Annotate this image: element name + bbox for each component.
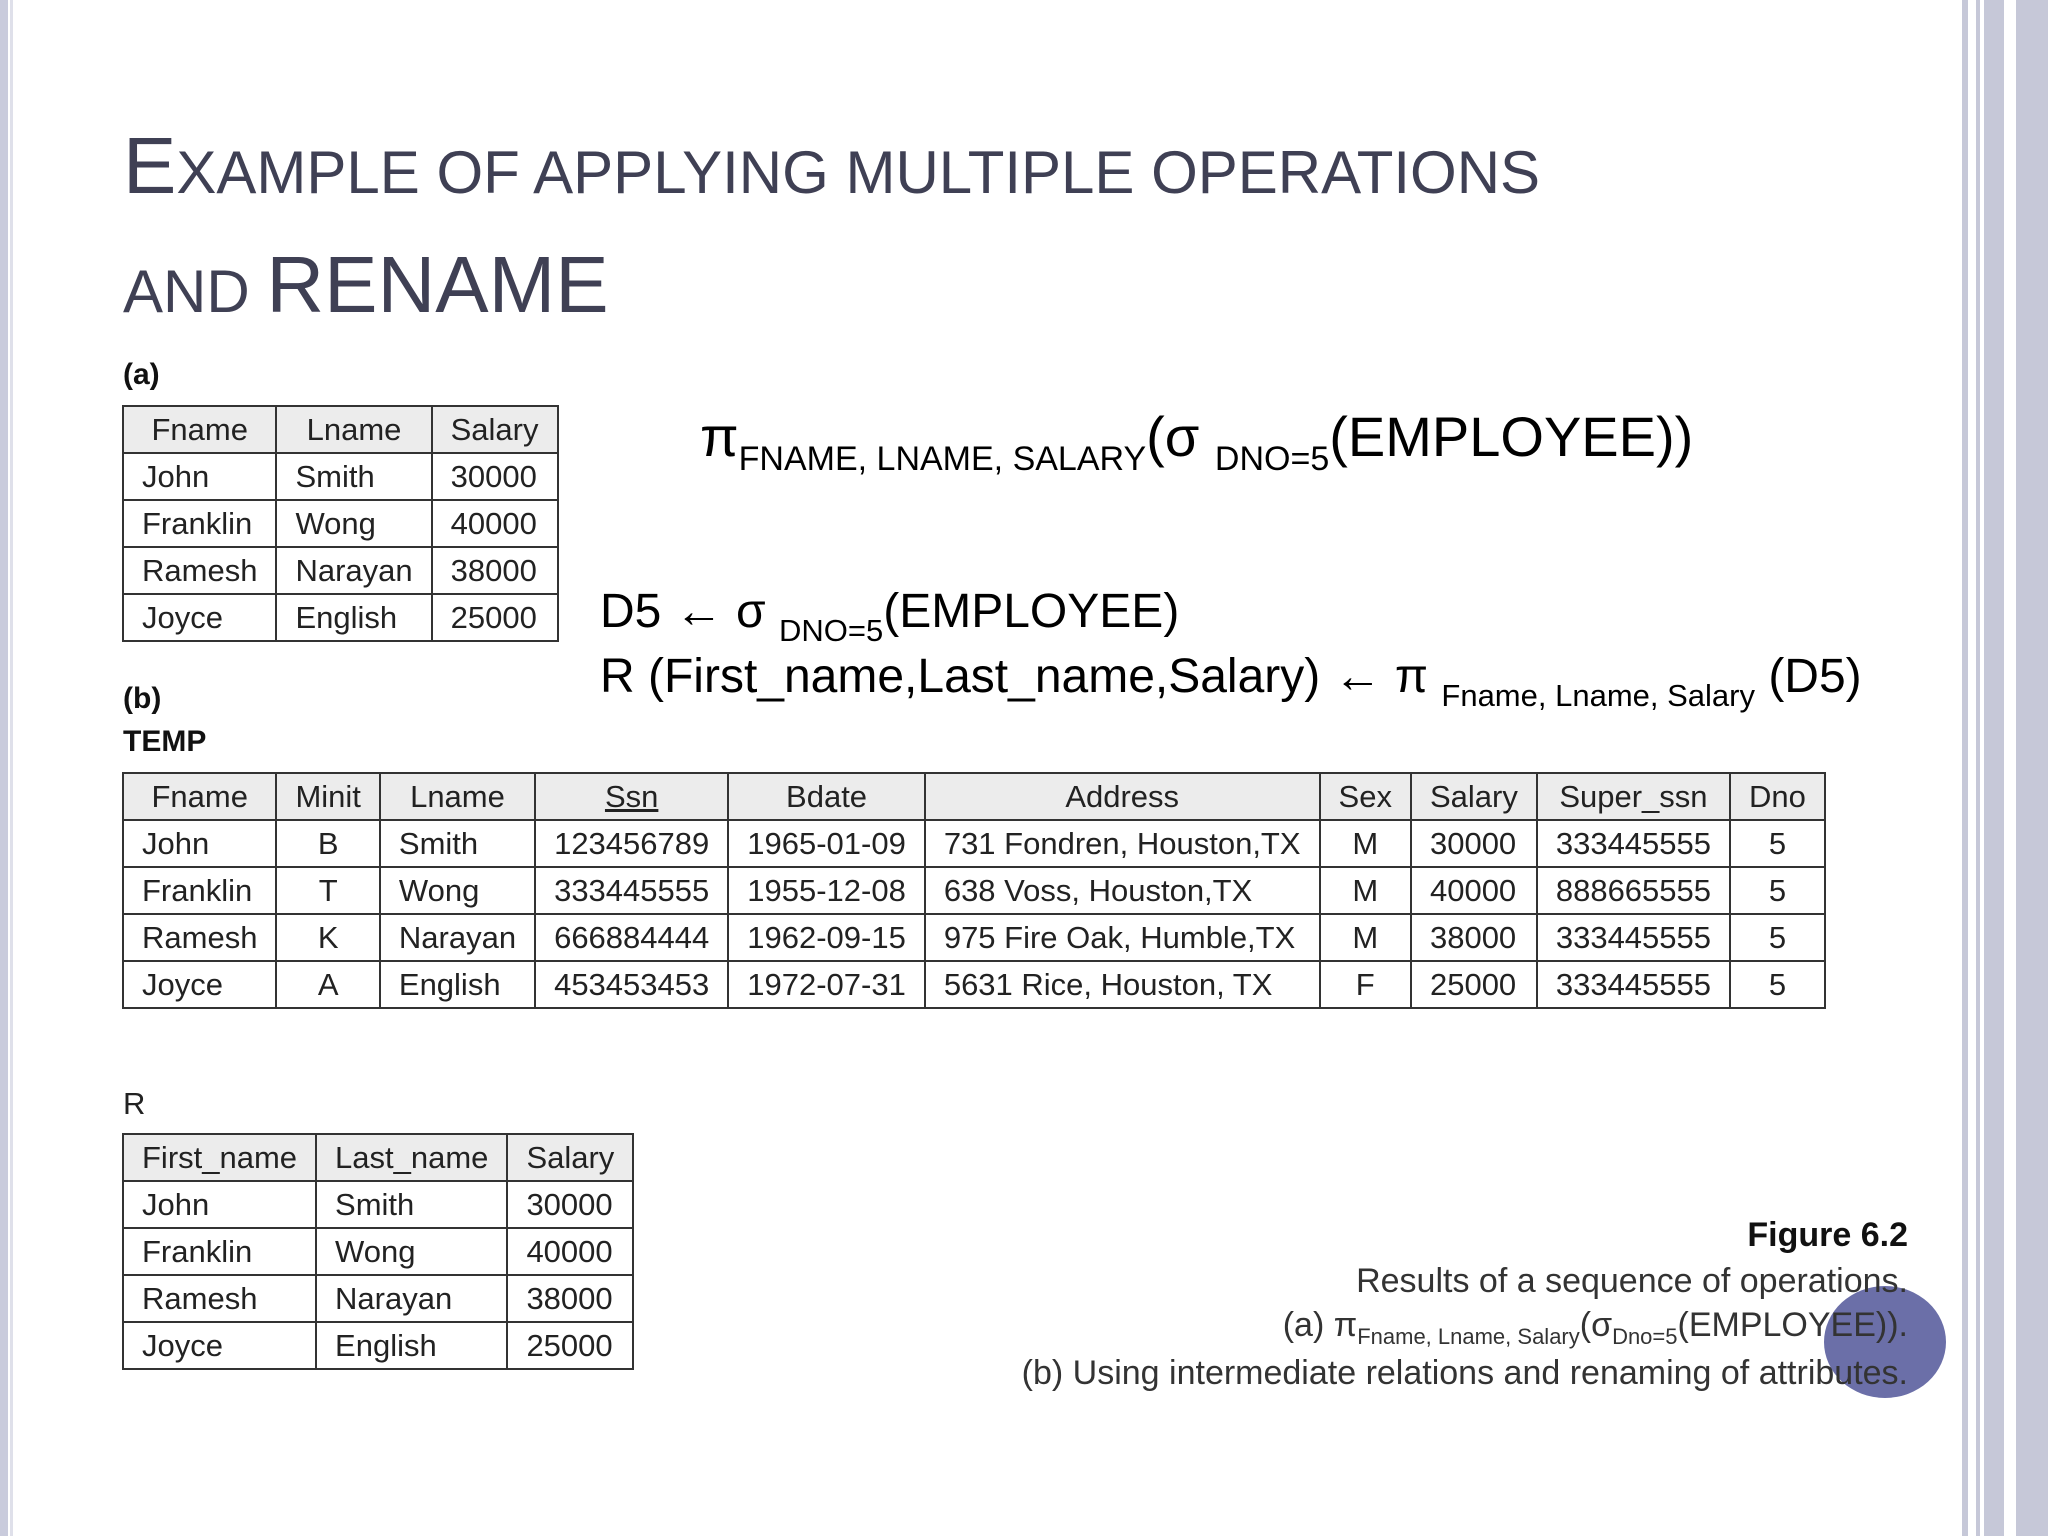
table-cell: Franklin bbox=[123, 867, 276, 914]
table-cell: 333445555 bbox=[1537, 961, 1730, 1008]
slide-frame-bar bbox=[1984, 0, 2004, 1536]
table-row bbox=[123, 594, 558, 641]
table-cell: Joyce bbox=[123, 594, 276, 641]
table-header-row bbox=[123, 406, 558, 453]
r-assign: R (First_name,Last_name,Salary) ← π bbox=[600, 650, 1442, 703]
table-cell: 30000 bbox=[432, 453, 558, 500]
caption-sigma-subscript: Dno=5 bbox=[1612, 1324, 1678, 1349]
table-cell: 453453453 bbox=[535, 961, 728, 1008]
table-cell: 888665555 bbox=[1537, 867, 1730, 914]
column-header: Minit bbox=[276, 773, 379, 820]
table-row bbox=[123, 547, 558, 594]
formula-line-r bbox=[600, 647, 1862, 712]
table-cell: 333445555 bbox=[535, 867, 728, 914]
column-header: Address bbox=[925, 773, 1320, 820]
table-cell: M bbox=[1320, 820, 1411, 867]
table-cell: 40000 bbox=[432, 500, 558, 547]
column-header: Lname bbox=[380, 773, 535, 820]
table-cell: Narayan bbox=[380, 914, 535, 961]
slide-frame-bar bbox=[2016, 0, 2048, 1536]
table-row bbox=[123, 867, 1825, 914]
part-b-label: (b) bbox=[123, 682, 162, 715]
part-a-label: (a) bbox=[123, 358, 160, 391]
table-cell: Wong bbox=[276, 500, 431, 547]
table-cell: John bbox=[123, 1181, 316, 1228]
table-cell: 1955-12-08 bbox=[728, 867, 925, 914]
table-cell: John bbox=[123, 820, 276, 867]
table-cell: 38000 bbox=[432, 547, 558, 594]
table-cell: English bbox=[316, 1322, 507, 1369]
caption-line-1: Results of a sequence of operations. bbox=[1356, 1262, 1908, 1300]
table-cell: A bbox=[276, 961, 379, 1008]
table-cell: Ramesh bbox=[123, 914, 276, 961]
table-cell: 1965-01-09 bbox=[728, 820, 925, 867]
table-cell: Franklin bbox=[123, 1228, 316, 1275]
r-table-name: R bbox=[123, 1086, 146, 1121]
temp-table-name: TEMP bbox=[123, 725, 207, 758]
slide-frame-bar bbox=[1976, 0, 1980, 1536]
temp-table bbox=[122, 772, 1826, 1009]
table-row bbox=[123, 1275, 633, 1322]
table-cell: Wong bbox=[316, 1228, 507, 1275]
column-header: Fname bbox=[123, 406, 276, 453]
table-cell: Ramesh bbox=[123, 547, 276, 594]
table-cell: 30000 bbox=[1411, 820, 1537, 867]
table-row bbox=[123, 453, 558, 500]
table-row bbox=[123, 1228, 633, 1275]
table-cell: Joyce bbox=[123, 961, 276, 1008]
column-header: Sex bbox=[1320, 773, 1411, 820]
table-cell: English bbox=[380, 961, 535, 1008]
table-cell: 5 bbox=[1730, 867, 1825, 914]
table-header-row bbox=[123, 1134, 633, 1181]
column-header: Salary bbox=[1411, 773, 1537, 820]
caption-sigma: (σ bbox=[1579, 1306, 1613, 1344]
caption-line-2 bbox=[1282, 1306, 1908, 1349]
column-header: Salary bbox=[507, 1134, 633, 1181]
figure-number: Figure 6.2 bbox=[1747, 1216, 1908, 1254]
pi-symbol: π bbox=[700, 405, 739, 468]
sigma-open: (σ bbox=[1146, 405, 1215, 468]
table-cell: B bbox=[276, 820, 379, 867]
table-row bbox=[123, 914, 1825, 961]
table-cell: 975 Fire Oak, Humble,TX bbox=[925, 914, 1320, 961]
table-header-row bbox=[123, 773, 1825, 820]
table-cell: Narayan bbox=[316, 1275, 507, 1322]
table-cell: Joyce bbox=[123, 1322, 316, 1369]
key-attribute-label: Ssn bbox=[604, 778, 659, 814]
title-line2-main: RENAME bbox=[266, 240, 609, 329]
table-cell: 38000 bbox=[1411, 914, 1537, 961]
table-cell: 123456789 bbox=[535, 820, 728, 867]
table-cell: Wong bbox=[380, 867, 535, 914]
table-row bbox=[123, 820, 1825, 867]
slide-title bbox=[123, 118, 1823, 356]
r-pi-subscript: Fname, Lname, Salary bbox=[1441, 678, 1755, 713]
column-header: Super_ssn bbox=[1537, 773, 1730, 820]
table-cell: Smith bbox=[276, 453, 431, 500]
title-initial: E bbox=[123, 121, 177, 210]
table-cell: Narayan bbox=[276, 547, 431, 594]
slide-frame-bar bbox=[1962, 0, 1968, 1536]
table-cell: 5631 Rice, Houston, TX bbox=[925, 961, 1320, 1008]
result-table-a bbox=[122, 405, 559, 642]
formula-rest: (EMPLOYEE)) bbox=[1329, 405, 1694, 468]
slide-frame-left-inner bbox=[10, 0, 13, 1536]
table-cell: 25000 bbox=[507, 1322, 633, 1369]
table-cell: Franklin bbox=[123, 500, 276, 547]
table-cell: 5 bbox=[1730, 914, 1825, 961]
table-row bbox=[123, 1322, 633, 1369]
table-cell: Smith bbox=[380, 820, 535, 867]
column-header: Dno bbox=[1730, 773, 1825, 820]
table-cell: 1972-07-31 bbox=[728, 961, 925, 1008]
title-line1: XAMPLE OF APPLYING MULTIPLE OPERATIONS bbox=[176, 139, 1541, 206]
table-row bbox=[123, 500, 558, 547]
d5-assign: D5 ← σ bbox=[600, 585, 779, 638]
column-header: Lname bbox=[276, 406, 431, 453]
table-cell: F bbox=[1320, 961, 1411, 1008]
table-cell: 40000 bbox=[507, 1228, 633, 1275]
column-header: First_name bbox=[123, 1134, 316, 1181]
table-cell: T bbox=[276, 867, 379, 914]
table-cell: 5 bbox=[1730, 820, 1825, 867]
table-cell: Smith bbox=[316, 1181, 507, 1228]
pi-subscript: FNAME, LNAME, SALARY bbox=[738, 440, 1147, 478]
table-cell: John bbox=[123, 453, 276, 500]
projection-formula bbox=[700, 404, 1694, 478]
column-header bbox=[535, 773, 728, 820]
table-cell: Ramesh bbox=[123, 1275, 316, 1322]
title-line2-prefix: AND bbox=[123, 258, 267, 325]
d5-operand: (EMPLOYEE) bbox=[883, 585, 1180, 638]
caption-line-3: (b) Using intermediate relations and renaming of attributes. bbox=[1021, 1354, 1908, 1392]
table-cell: 333445555 bbox=[1537, 914, 1730, 961]
slide-frame-left bbox=[0, 0, 8, 1536]
table-row bbox=[123, 961, 1825, 1008]
table-cell: 1962-09-15 bbox=[728, 914, 925, 961]
table-cell: 30000 bbox=[507, 1181, 633, 1228]
r-operand: (D5) bbox=[1754, 650, 1862, 703]
caption-pi-subscript: Fname, Lname, Salary bbox=[1357, 1324, 1580, 1349]
table-cell: M bbox=[1320, 914, 1411, 961]
caption-operand: (EMPLOYEE)). bbox=[1677, 1306, 1908, 1344]
table-cell: English bbox=[276, 594, 431, 641]
column-header: Last_name bbox=[316, 1134, 507, 1181]
table-cell: 666884444 bbox=[535, 914, 728, 961]
table-cell: 38000 bbox=[507, 1275, 633, 1322]
column-header: Bdate bbox=[728, 773, 925, 820]
table-cell: 5 bbox=[1730, 961, 1825, 1008]
d5-sigma-subscript: DNO=5 bbox=[779, 613, 884, 648]
r-table bbox=[122, 1133, 634, 1370]
formula-line-d5 bbox=[600, 582, 1862, 647]
column-header: Fname bbox=[123, 773, 276, 820]
table-cell: 731 Fondren, Houston,TX bbox=[925, 820, 1320, 867]
sequence-formula bbox=[600, 582, 1862, 712]
table-cell: 25000 bbox=[1411, 961, 1537, 1008]
table-cell: K bbox=[276, 914, 379, 961]
table-cell: 333445555 bbox=[1537, 820, 1730, 867]
table-cell: 638 Voss, Houston,TX bbox=[925, 867, 1320, 914]
column-header: Salary bbox=[432, 406, 558, 453]
table-cell: 25000 bbox=[432, 594, 558, 641]
caption-pi: (a) π bbox=[1282, 1306, 1358, 1344]
sigma-subscript: DNO=5 bbox=[1214, 440, 1330, 478]
table-cell: M bbox=[1320, 867, 1411, 914]
table-row bbox=[123, 1181, 633, 1228]
table-cell: 40000 bbox=[1411, 867, 1537, 914]
